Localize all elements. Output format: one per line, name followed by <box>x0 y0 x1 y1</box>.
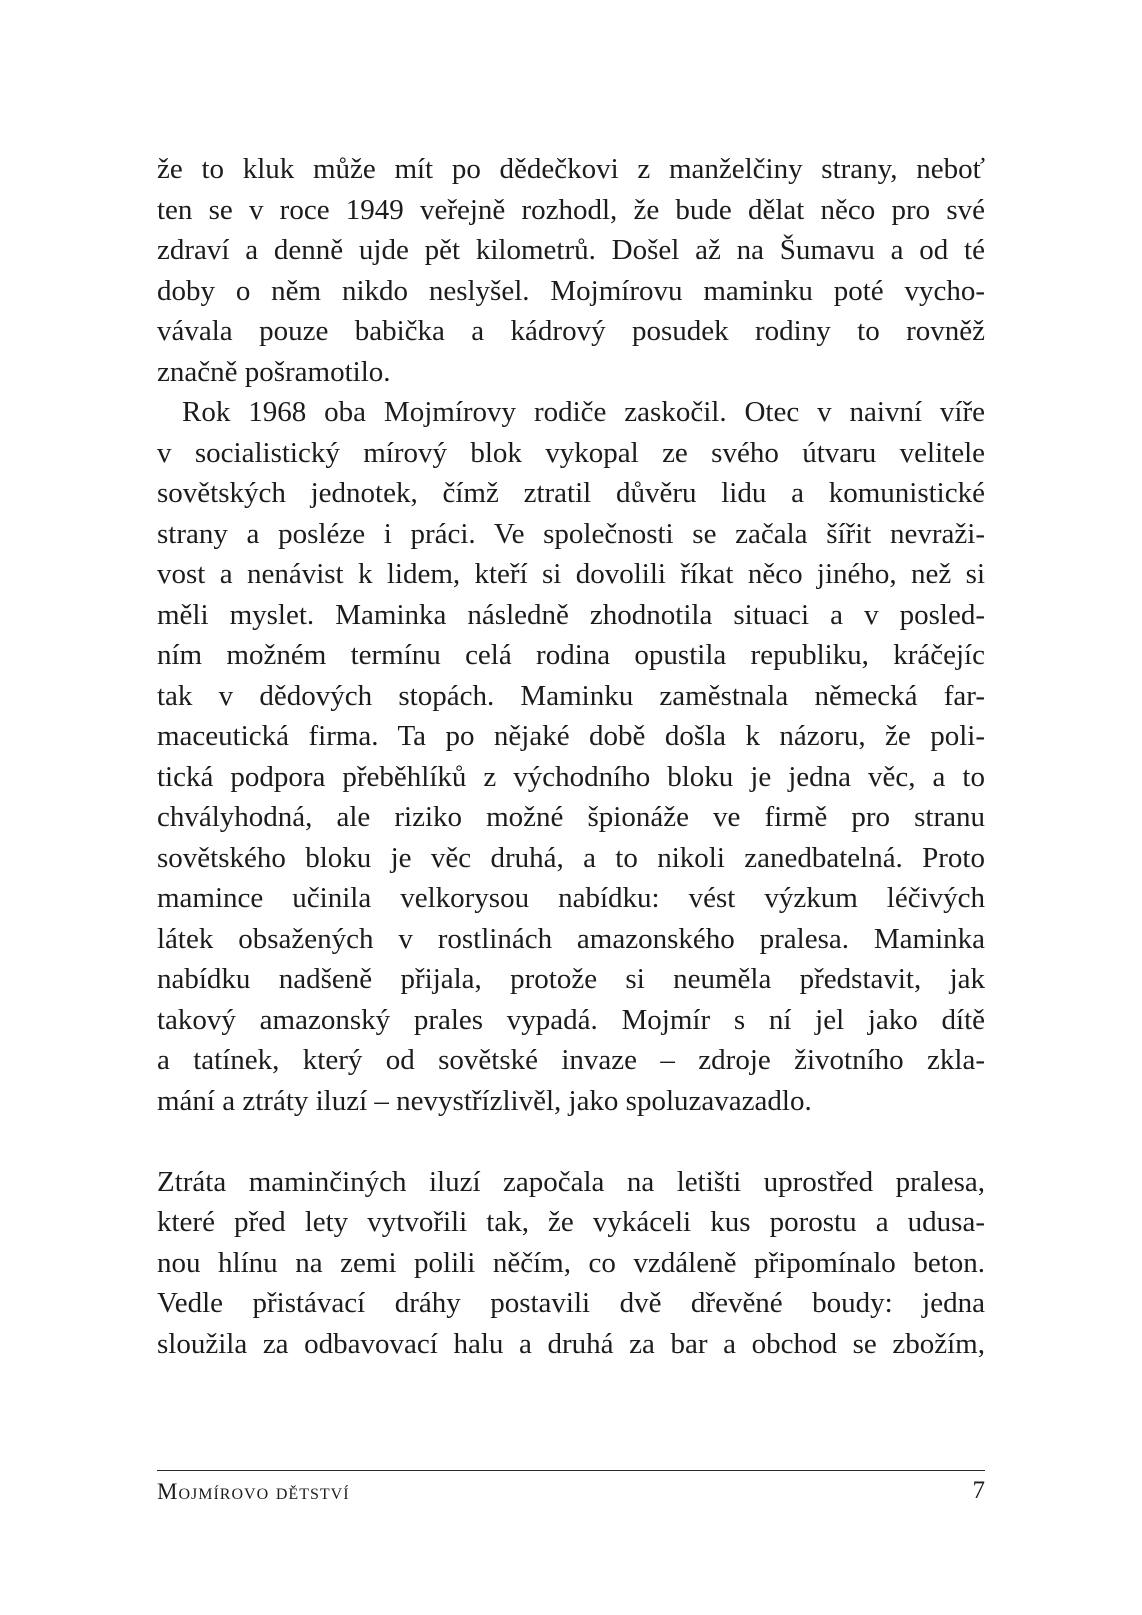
text-line: mamince učinila velkorysou nabídku: vést výzkum léčivých <box>157 882 985 914</box>
text-line: maceutická firma. Ta po nějaké době došla k názoru, že poli- <box>157 720 985 752</box>
text-line: v socialistický mírový blok vykopal ze svého útvaru velitele <box>157 436 985 469</box>
text-line: zdraví a denně ujde pět kilometrů. Došel až na Šumavu a od té <box>157 234 985 266</box>
footer-rule <box>157 1470 985 1471</box>
paragraph-3 <box>157 1162 985 1365</box>
text-line: a tatínek, který od sovětské invaze – zdroje životního zkla- <box>157 1044 985 1076</box>
text-line: které před lety vytvořili tak, že vykáceli kus porostu a udusa- <box>157 1206 985 1238</box>
paragraph-2 <box>157 392 985 1121</box>
page-number: 7 <box>972 1477 985 1504</box>
text-line: tická podpora přeběhlíků z východního bloku je jedna věc, a to <box>157 760 985 793</box>
page-body <box>157 149 985 1364</box>
text-line: Vedle přistávací dráhy postavili dvě dřevěné boudy: jedna <box>157 1287 985 1319</box>
text-line: sovětských jednotek, čímž ztratil důvěru lidu a komunistické <box>157 477 985 509</box>
text-line: Rok 1968 oba Mojmírovy rodiče zaskočil. Otec v naivní víře <box>182 396 985 428</box>
text-line: nabídku nadšeně přijala, protože si neuměla představit, jak <box>157 963 985 995</box>
paragraph-1 <box>157 149 985 392</box>
text-line: vávala pouze babička a kádrový posudek rodiny to rovněž <box>157 315 985 347</box>
text-line: sloužila za odbavovací halu a druhá za bar a obchod se zbožím, <box>157 1327 985 1360</box>
text-line: měli myslet. Maminka následně zhodnotila situaci a v posled- <box>157 598 985 631</box>
text-line: vost a nenávist k lidem, kteří si dovolili říkat něco jiného, než si <box>157 558 985 590</box>
text-line: ním možném termínu celá rodina opustila republiku, kráčejíc <box>157 639 985 671</box>
text-line: takový amazonský prales vypadá. Mojmír s ní jel jako dítě <box>157 1003 985 1036</box>
text-line: sovětského bloku je věc druhá, a to nikoli zanedbatelná. Proto <box>157 841 985 874</box>
text-line: látek obsažených v rostlinách amazonského pralesa. Maminka <box>157 922 985 955</box>
text-line: že to kluk může mít po dědečkovi z manželčiny strany, neboť <box>157 153 985 185</box>
text-line: tak v dědových stopách. Maminku zaměstnala německá far- <box>157 679 985 712</box>
text-line: značně pošramotilo. <box>157 355 391 388</box>
text-line: mání a ztráty iluzí – nevystřízlivěl, jako spoluzavazadlo. <box>157 1084 812 1117</box>
text-line: chvályhodná, ale riziko možné špionáže ve firmě pro stranu <box>157 801 985 833</box>
section-break <box>157 1121 985 1162</box>
text-line: Ztráta maminčiných iluzí započala na letišti uprostřed pralesa, <box>157 1165 985 1198</box>
text-line: doby o něm nikdo neslyšel. Mojmírovu maminku poté vycho- <box>157 274 985 307</box>
running-head: Mojmírovo dětství <box>157 1479 350 1504</box>
text-line: strany a posléze i práci. Ve společnosti se začala šířit nevraži- <box>157 517 985 550</box>
text-line: nou hlínu na zemi polili něčím, co vzdáleně připomínalo beton. <box>157 1246 985 1279</box>
text-line: ten se v roce 1949 veřejně rozhodl, že bude dělat něco pro své <box>157 193 985 226</box>
